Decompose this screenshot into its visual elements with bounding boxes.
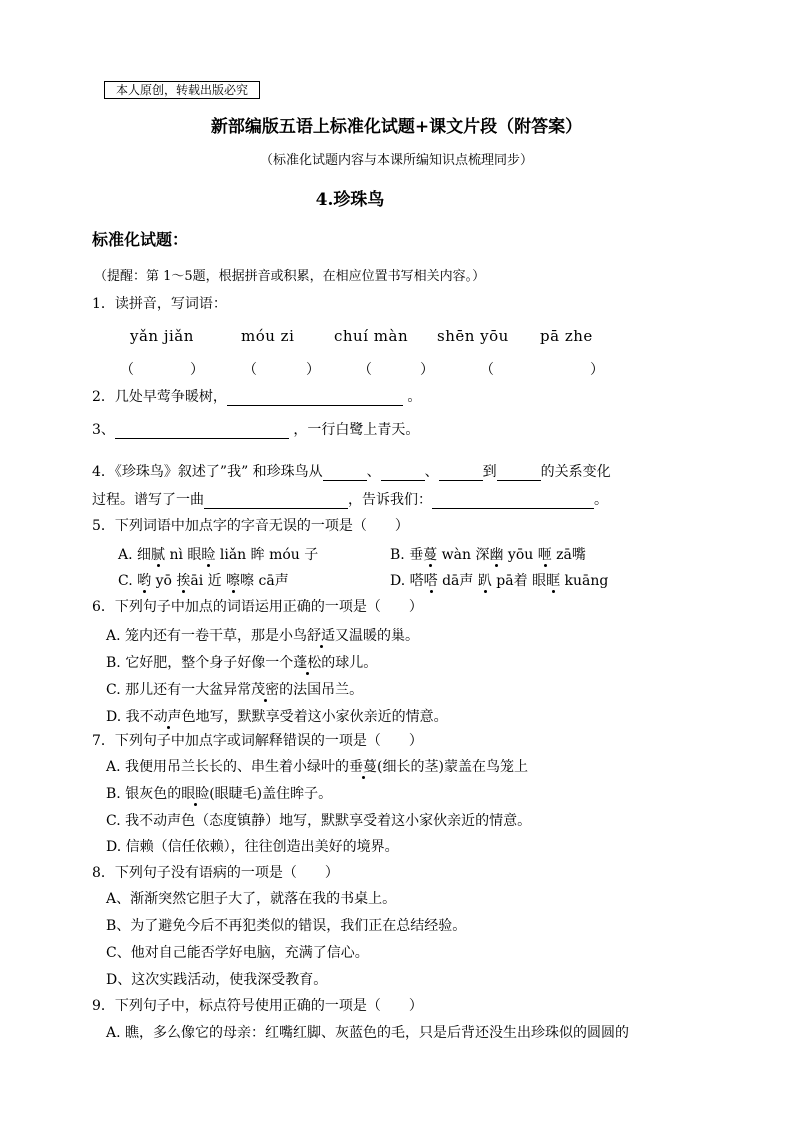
copyright-stamp: 本人原创，转载出版必究 (104, 81, 260, 99)
q4-line-1 (92, 461, 611, 481)
q5-option-a[interactable] (118, 544, 318, 564)
q5b-dotted-3: 咂 (537, 547, 552, 563)
q6-option-c[interactable] (106, 679, 363, 699)
q4-line-2 (92, 489, 608, 509)
q6c-1: C. 那儿还有一大盆异常 (106, 682, 252, 698)
q5a-dotted-2: 睑 (201, 547, 216, 563)
q6d-1: D. 我 (106, 709, 140, 725)
q4-text-4: ，告诉我们： (348, 492, 432, 508)
q4-blank-6[interactable] (432, 492, 594, 509)
q5d-2: dā声 (437, 573, 478, 589)
q1-paren-close-3: ） (420, 362, 434, 378)
q6c-2: 的法国吊兰。 (279, 682, 364, 698)
q4-blank-2[interactable] (381, 464, 425, 481)
q2-line (92, 386, 421, 406)
q6a-dotted: 舒适 (307, 628, 336, 644)
q5d-3: pā着 眼 (491, 573, 547, 589)
q6a-1: A. 笼内还有一卷干草，那是小鸟 (106, 628, 308, 644)
q7b-dotted: 眼睑 (181, 786, 210, 802)
q2-answer-blank[interactable] (227, 389, 403, 406)
q6-stem: 6．下列句子中加点的词语运用正确的一项是（ ） (92, 599, 423, 615)
q5-stem: 5．下列词语中加点字的字音无误的一项是（ ） (92, 518, 409, 534)
q1-pinyin-1: yǎn jiǎn (130, 327, 194, 345)
q5d-dotted-3: 眶 (546, 573, 561, 589)
q7-option-d[interactable]: D. 信赖（信任依赖），往往创造出美好的境界。 (106, 839, 399, 855)
q9-option-a[interactable]: A. 瞧，多么像它的母亲：红嘴红脚、灰蓝色的毛，只是后背还没生出珍珠似的圆圆的 (106, 1025, 630, 1041)
q5b-dotted-1: 蔓 (423, 547, 438, 563)
q5c-dotted-1: 哟 (137, 573, 152, 589)
q5b-4: zā嘴 (551, 547, 586, 563)
q6a-2: 又温暖的巢。 (335, 628, 420, 644)
q5a-5: 子 (304, 547, 319, 563)
q7-option-b[interactable] (106, 783, 332, 803)
q7a-2: (细长的茎)蒙盖在鸟笼上 (377, 759, 528, 775)
q1-paren-close-2: ） (306, 362, 320, 378)
q6b-dotted: 蓬松 (293, 655, 322, 671)
q1-pinyin-2: móu zi (241, 327, 295, 345)
q7-option-c[interactable]: C. 我不动声色（态度镇静）地写，默默享受着这小家伙亲近的情意。 (106, 813, 532, 829)
q1-paren-open-4: （ (480, 362, 494, 378)
q1-paren-close-4: ） (590, 362, 604, 378)
q4-sep-1: 、 (366, 464, 381, 480)
q8-option-d[interactable]: D、这次实践活动，使我深受教育。 (106, 972, 328, 988)
q5c-dotted-2: 挨 (176, 573, 191, 589)
q5c-2: yō (151, 573, 177, 589)
q6-option-a[interactable] (106, 625, 419, 645)
q4-text-2: 的关系变化 (540, 464, 611, 480)
q8-option-b[interactable]: B、为了避免今后不再犯类似的错误，我们正在总结经验。 (106, 918, 467, 934)
q1-pinyin-5: pā zhe (540, 327, 593, 345)
q5a-2: nì 眼 (165, 547, 202, 563)
q3-text: ，一行白鹭上青天。 (293, 422, 420, 438)
lesson-title: 4.珍珠鸟 (315, 190, 385, 210)
q5-option-d[interactable] (390, 570, 608, 590)
q1-stem: 1．读拼音，写词语： (92, 296, 227, 312)
q5-option-c[interactable] (118, 570, 289, 590)
q8-option-a[interactable]: A、渐渐突然它胆子大了，就落在我的书桌上。 (106, 891, 397, 907)
q6b-2: 的球儿。 (321, 655, 378, 671)
q4-sep-2: 、 (424, 464, 439, 480)
q4-text-3: 过程。谱写了一曲 (92, 492, 204, 508)
q5d-4: kuāng (560, 573, 609, 589)
section-heading: 标准化试题： (92, 230, 189, 249)
q7a-1: A. 我便用吊兰长长的、串生着小绿叶的 (106, 759, 350, 775)
q5d-dotted-2: 趴 (477, 573, 492, 589)
document-title: 新部编版五语上标准化试题+课文片段（附答案） (210, 117, 583, 137)
document-subtitle: （标准化试题内容与本课所编知识点梳理同步） (259, 153, 533, 168)
q1-pinyin-4: shēn yōu (437, 327, 509, 345)
q5-option-b[interactable] (390, 544, 586, 564)
q5a-3: liǎn 眸 (215, 547, 265, 563)
q5c-dotted-3: 嚓 (226, 573, 241, 589)
q2-text: 2．几处早莺争暖树， (92, 389, 227, 405)
q5c-3: āi 近 (190, 573, 227, 589)
q5b-1: B. 垂 (390, 547, 424, 563)
q6d-dotted: 不动声色 (139, 709, 196, 725)
q7a-dotted: 垂蔓 (349, 759, 378, 775)
q1-paren-open-1: （ (120, 362, 134, 378)
q2-end: 。 (407, 389, 422, 405)
q3-number: 3、 (92, 422, 115, 438)
q5a-1: A. 细 (118, 547, 152, 563)
q5d-dotted-1: 嗒 (423, 573, 438, 589)
q7b-1: B. 银灰色的 (106, 786, 182, 802)
q8-option-c[interactable]: C、他对自己能否学好电脑，充满了信心。 (106, 945, 369, 961)
q1-paren-close-1: ） (190, 362, 204, 378)
q6c-dotted: 茂密 (251, 682, 280, 698)
q6-option-b[interactable] (106, 652, 377, 672)
q6d-2: 地写，默默享受着这小家伙亲近的情意。 (195, 709, 448, 725)
q5b-2: wàn 深 (437, 547, 490, 563)
q4-blank-4[interactable] (497, 464, 541, 481)
q7b-2: (眼睫毛)盖住眸子。 (209, 786, 333, 802)
q4-blank-1[interactable] (323, 464, 367, 481)
q3-line (92, 419, 419, 439)
q6-option-d[interactable] (106, 706, 448, 726)
q8-stem: 8．下列句子没有语病的一项是（ ） (92, 865, 339, 881)
q5c-1: C. (118, 573, 138, 589)
reminder-text: （提醒：第 1～5题，根据拼音或积累，在相应位置书写相关内容。） (94, 269, 486, 284)
q5b-dotted-2: 幽 (489, 547, 504, 563)
q5b-3: yōu (503, 547, 538, 563)
q1-paren-open-3: （ (358, 362, 372, 378)
q4-blank-3[interactable] (439, 464, 483, 481)
q3-answer-blank[interactable] (115, 422, 289, 439)
q5a-dotted-1: 腻 (151, 547, 166, 563)
q5d-1: D. 嗒 (390, 573, 424, 589)
q4-text-5: 。 (594, 492, 608, 508)
q5c-4: 嚓 cā声 (240, 573, 289, 589)
q7-stem: 7．下列句子中加点字或词解释错误的一项是（ ） (92, 733, 423, 749)
q6b-1: B. 它好肥，整个身子好像一个 (106, 655, 294, 671)
q4-blank-5[interactable] (204, 492, 348, 509)
q4-sep-3: 到 (482, 464, 497, 480)
q7-option-a[interactable] (106, 756, 528, 776)
q9-stem: 9．下列句子中，标点符号使用正确的一项是（ ） (92, 998, 423, 1014)
q1-paren-open-2: （ (243, 362, 257, 378)
q4-text-1: 4．《珍珠鸟》叙述了”我” 和珍珠鸟从 (92, 464, 323, 480)
q1-pinyin-3: chuí màn (334, 327, 409, 345)
q5a-4: móu (264, 547, 305, 563)
